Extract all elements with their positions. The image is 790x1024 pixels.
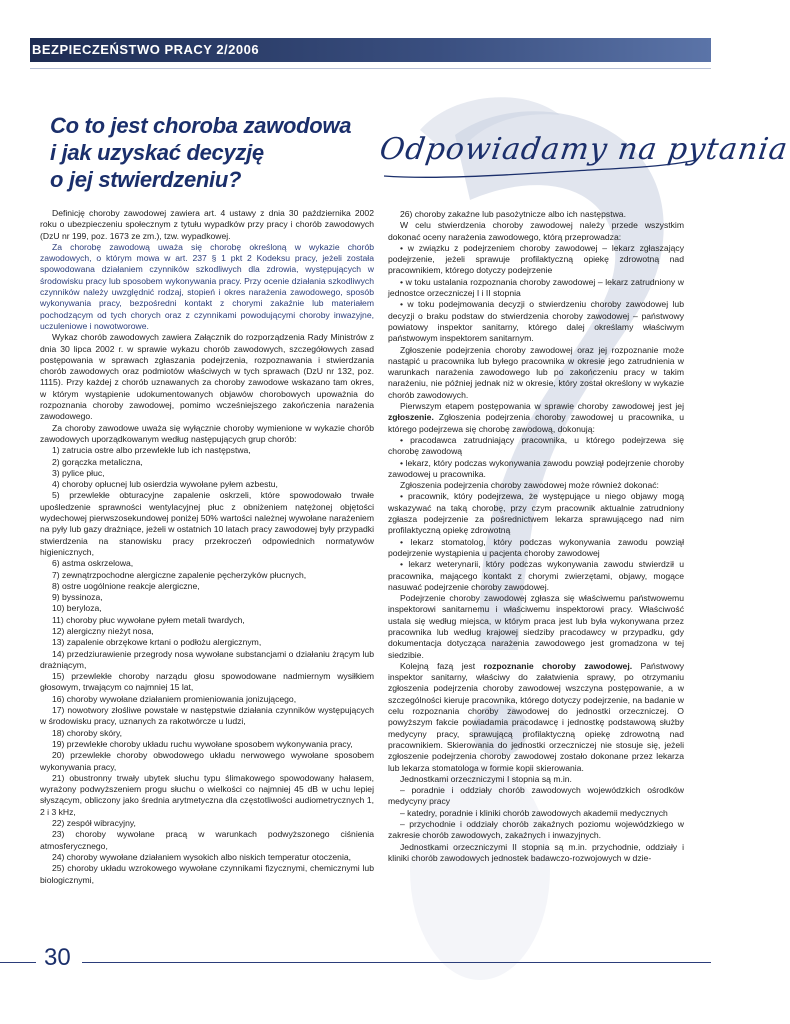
paragraph-highlight: Za chorobę zawodową uważa się chorobę określoną w wykazie chorób zawodowych, o którym mowa w art. 237 § 1 pkt 2 Kodeksu pracy, jeżeli została spowodowana działaniem czynników szkodliwych dla zdrowia, występujących w środowisku pracy lub sposobem wykonywania pracy. Przy ocenie działania szkodliwych czynników należy uwzględnić rodzaj, stopień i okres narażenia zawodowego, sposób wykonywania pracy, bezpośredni kontakt z chorymi zakaźnie lub materiałem pochodzącym od tych chorych oraz z czynnikami powodującymi choroby inwazyjne, uczuleniowe i nowotworowe. xyxy=(40,241,374,331)
list-item: – poradnie i oddziały chorób zawodowych wojewódzkich ośrodków medycyny pracy xyxy=(388,785,684,807)
paragraph: Definicję choroby zawodowej zawiera art. 4 ustawy z dnia 30 października 2002 roku o ubezpieczeniu społecznym z tytułu wypadków przy pracy i chorób zawodowych (DzU nr 199, poz. 1673 ze zm.), tzw. wypadkowej. xyxy=(40,208,374,241)
paragraph: Zgłoszenie podejrzenia choroby zawodowej oraz jej rozpoznanie może nastąpić u pracownika lub byłego pracownika w okresie jego zatrudnienia w warunkach narażenia zawodowego lub po zakończeniu pracy w takim narażeniu, nie później jednak niż w okresie, który został określony w wykazie chorób zawodowych. xyxy=(388,344,684,400)
paragraph: Zgłoszenia podejrzenia choroby zawodowej może również dokonać: xyxy=(400,480,659,491)
page-header xyxy=(0,38,711,62)
heading-swash xyxy=(380,130,700,190)
text-run: Kolejną fazą jest xyxy=(400,660,484,671)
list-item: 3) pylice płuc, xyxy=(52,467,105,478)
list-item: 5) przewlekłe obturacyjne zapalenie oskrzeli, które spowodowało trwałe upośledzenie sprawności wentylacyjnej płuc z obniżeniem natężonej objętości wydechowej pierwszosekundowej poniżej 50% wartości należnej wywołane narażeniem na pyły lub gazy drażniące, jeżeli w ostatnich 10 latach pracy zawodowej były przypadki stwierdzenia na stanowisku pracy przekroczeń odpowiednich normatywów higienicznych, xyxy=(40,490,374,557)
header-rule xyxy=(30,68,711,69)
bullet-item: • w toku ustalania rozpoznania choroby zawodowej – lekarz zatrudniony w jednostce orzeczniczej I i II stopnia xyxy=(388,276,684,299)
paragraph xyxy=(388,401,684,435)
journal-title: BEZPIECZEŃSTWO PRACY 2/2006 xyxy=(32,42,260,57)
paragraph: Za choroby zawodowe uważa się wyłącznie choroby wymienione w wykazie chorób zawodowych uporządkowanym według następujących grup chorób: xyxy=(40,422,374,444)
title-line: Co to jest choroba zawodowa xyxy=(50,113,352,138)
paragraph: W celu stwierdzenia choroby zawodowej należy przede wszystkim dokonać oceny narażenia zawodowego, którą przeprowadza: xyxy=(388,220,684,242)
list-item: 4) choroby opłucnej lub osierdzia wywołane pyłem azbestu, xyxy=(52,479,278,490)
bold-term: rozpoznanie choroby zawodowej. xyxy=(483,660,633,671)
bullet-item: • lekarz weterynarii, który podczas wykonywania zawodu stwierdził u pracownika, mającego kontakt z chorymi zwierzętami, objawy, mogące nasuwać podejrzenie choroby zawodowej. xyxy=(388,559,684,592)
list-item: 23) choroby wywołane pracą w warunkach podwyższonego ciśnienia atmosferycznego, xyxy=(40,829,374,851)
title-line: i jak uzyskać decyzję xyxy=(50,140,264,165)
list-item: 6) astma oskrzelowa, xyxy=(52,558,134,569)
list-item: 11) choroby płuc wywołane pyłem metali twardych, xyxy=(52,614,245,625)
list-item: 2) gorączka metaliczna, xyxy=(52,456,143,467)
list-item: 8) ostre uogólnione reakcje alergiczne, xyxy=(52,580,200,591)
text-run: Państwowy inspektor sanitarny, właściwy do załatwienia sprawy, po otrzymaniu zgłoszenia podejrzenia choroby zawodowej wszczyna postępowanie, a w szczególności kieruje pracownika, którego dotyczy podejrzenie, na badanie w celu rozpoznania choroby zawodowej do jednostki orzeczniczej. O powyższym fakcie powiadamia pracodawcę i jednostkę podstawową służby medycyny pracy, sprawującą profilaktyczną opiekę zdrowotną nad pracownikiem. Skierowania do jednostki orzeczniczej nie stosuje się, jeżeli zgłoszenie podejrzenia choroby zawodowej zostało dokonane przez lekarza lub lekarza stomatologa w formie kopii skierowania. xyxy=(388,660,684,773)
footer-rule xyxy=(82,962,711,963)
list-item: 9) byssinoza, xyxy=(52,592,103,603)
text-run: Pierwszym etapem postępowania w sprawie choroby zawodowej jest jej xyxy=(400,401,684,412)
list-item: 18) choroby skóry, xyxy=(52,727,123,738)
right-column xyxy=(388,209,684,864)
left-column xyxy=(40,208,374,886)
list-item: 20) przewlekłe choroby obwodowego układu nerwowego wywołane sposobem wykonywania pracy, xyxy=(40,750,374,772)
bullet-item: • pracodawca zatrudniający pracownika, u którego podejrzewa się chorobę zawodową xyxy=(388,434,684,457)
list-item: 1) zatrucia ostre albo przewlekłe lub ich następstwa, xyxy=(52,445,251,456)
section-heading xyxy=(377,130,790,190)
bullet-item: • w toku podejmowania decyzji o stwierdzeniu choroby zawodowej lub decyzji o braku podstaw do stwierdzenia choroby zawodowej – państwowy powiatowy inspektor sanitarny, którego dalej określamy właściwym państwowym inspektorem sanitarnym. xyxy=(388,299,684,344)
bullet-item: • w związku z podejrzeniem choroby zawodowej – lekarz zgłaszający podejrzenie, jeżeli sprawuje profilaktyczną opiekę zdrowotną nad pracownikiem, którego dotyczy podejrzenie xyxy=(388,242,684,276)
bullet-item: • pracownik, który podejrzewa, że występujące u niego objawy mogą wskazywać na taką chorobę, przy czym pracownik aktualnie zatrudniony zgłasza podejrzenie za pośrednictwem lekarza sprawującego nad nim profilaktyczną opiekę zdrowotną xyxy=(388,491,684,536)
list-item: 12) alergiczny nieżyt nosa, xyxy=(52,625,154,636)
paragraph: Jednostkami orzeczniczymi II stopnia są m.in. przychodnie, oddziały i kliniki chorób zawodowych jednostek badawczo-rozwojowych w dzie- xyxy=(388,841,684,863)
list-item: 15) przewlekłe choroby narządu głosu spowodowane nadmiernym wysiłkiem głosowym, trwającym co najmniej 15 lat, xyxy=(40,671,374,693)
list-item: – przychodnie i oddziały chorób zakaźnych poziomu wojewódzkiego w zakresie chorób zawodowych, zakaźnych i inwazyjnych. xyxy=(388,819,684,841)
list-item: 21) obustronny trwały ubytek słuchu typu ślimakowego spowodowany hałasem, wyrażony podwyższeniem progu słuchu o wielkości co najmniej 45 dB w uchu lepiej słyszącym, obliczony jako średnia arytmetyczna dla częstotliwości audiometrycznych 1, 2 i 3 kHz, xyxy=(40,772,374,817)
list-item: 13) zapalenie obrzękowe krtani o podłożu alergicznym, xyxy=(52,637,262,648)
list-item: – katedry, poradnie i kliniki chorób zawodowych akademii medycznych xyxy=(400,807,668,818)
paragraph: Podejrzenie choroby zawodowej zgłasza się właściwemu państwowemu inspektorowi sanitarnemu i właściwemu inspektorowi pracy. Właściwość ustala się według miejsca, w którym praca jest lub była wykonywana przez pracownika lub według krajowej siedziby pracodawcy w przypadku, gdy dokumentacja dotycząca narażenia zawodowego jest gromadzona w tej siedzibie. xyxy=(388,593,684,660)
section-heading-text: Odpowiadamy na pytania xyxy=(377,132,790,167)
list-item: 14) przedziurawienie przegrody nosa wywołane substancjami o działaniu żrącym lub drażniącym, xyxy=(40,648,374,670)
list-item: 24) choroby wywołane działaniem wysokich albo niskich temperatur otoczenia, xyxy=(52,851,352,862)
title-line: o jej stwierdzeniu? xyxy=(50,167,242,192)
page-number: 30 xyxy=(44,944,71,971)
list-item: 25) choroby układu wzrokowego wywołane czynnikami fizycznymi, chemicznymi lub biologicznymi, xyxy=(40,863,374,885)
list-item: 7) zewnątrzpochodne alergiczne zapalenie pęcherzyków płucnych, xyxy=(52,569,307,580)
paragraph: Wykaz chorób zawodowych zawiera Załącznik do rozporządzenia Rady Ministrów z dnia 30 lipca 2002 r. w sprawie wykazu chorób zawodowych, szczegółowych zasad postępowania w sprawach zgłaszania podejrzenia, rozpoznawania i stwierdzania chorób zawodowych oraz podmiotów właściwych w tych sprawach (DzU nr 132, poz. 1115). Przy każdej z chorób uznawanych za choroby zawodowe wskazano tam okres, w którym wystąpienie udokumentowanych objawów chorobowych upoważnia do rozpoznania choroby zawodowej, pomimo wcześniejszego zakończenia narażenia zawodowego. xyxy=(40,332,374,422)
list-item: 22) zespół wibracyjny, xyxy=(52,818,136,829)
article-title xyxy=(50,112,370,193)
text-run: Zgłoszenia podejrzenia choroby zawodowej u pracownika, u którego podejrzewa się chorobę zawodową, dokonują: xyxy=(388,412,684,434)
list-item: 19) przewlekłe choroby układu ruchu wywołane sposobem wykonywania pracy, xyxy=(52,738,353,749)
list-item: 10) beryloza, xyxy=(52,603,102,614)
footer-rule xyxy=(0,962,36,963)
list-item: 16) choroby wywołane działaniem promieniowania jonizującego, xyxy=(52,693,297,704)
paragraph: Jednostkami orzeczniczymi I stopnia są m.in. xyxy=(400,773,572,784)
bullet-item: • lekarz stomatolog, który podczas wykonywania zawodu powziął podejrzenie wystąpienia u pacjenta choroby zawodowej xyxy=(388,536,684,558)
bullet-item: • lekarz, który podczas wykonywania zawodu powziął podejrzenie choroby zawodowej u pracownika. xyxy=(388,457,684,479)
bold-term: zgłoszenie. xyxy=(388,412,434,423)
list-item: 26) choroby zakaźne lub pasożytnicze albo ich następstwa. xyxy=(400,209,626,219)
list-item: 17) nowotwory złośliwe powstałe w następstwie działania czynników występujących w środowisku pracy, uznanych za rakotwórcze u ludzi, xyxy=(40,705,374,727)
paragraph xyxy=(388,661,684,774)
